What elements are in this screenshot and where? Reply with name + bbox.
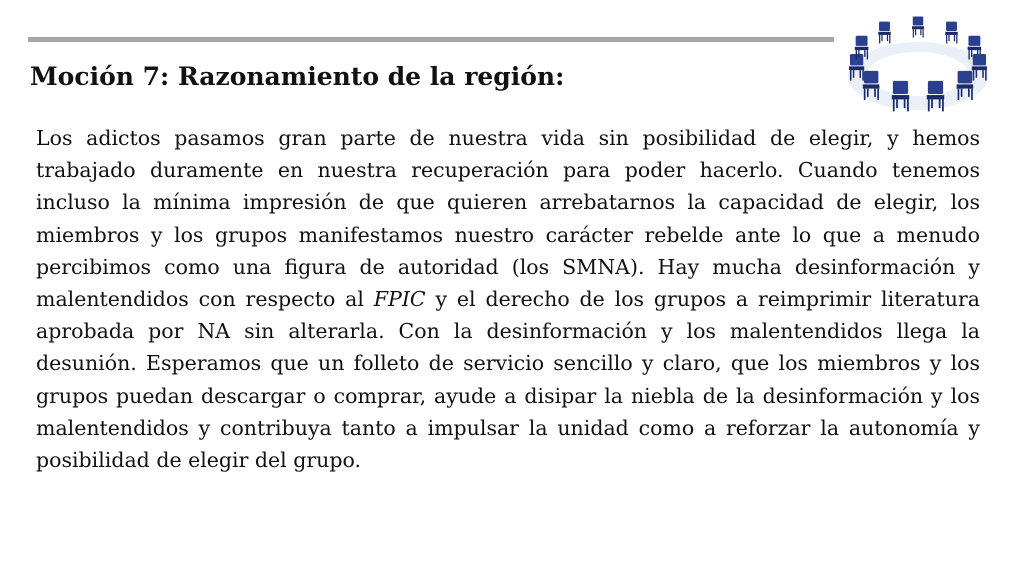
fpic-emphasis: FPIC [373,287,426,312]
body-text-part-1: Los adictos pasamos gran parte de nuestra vida sin posibilidad de elegir, y hemos trabajado duramente en nuestra recuperación para poder hacerlo. Cuando tenemos incluso la mínima impresión de que quieren arrebatarnos la capacidad de elegir, los miembros y los grupos manifestamos nuestro carácter rebelde ante lo que a menudo percibimos como una figura de autoridad (los SMNA). Hay mucha desinformación y malentendidos con respecto al [36,126,980,312]
title-divider [28,37,834,42]
chair-icon [912,17,924,38]
chair-icon [945,22,957,44]
page-title: Moción 7: Razonamiento de la región: [30,62,565,91]
chairs-circle-icon [838,8,998,120]
body-paragraph [36,122,980,476]
chair-icon [878,22,890,44]
body-text-part-2: y el derecho de los grupos a reimprimir literatura aprobada por NA sin alterarla. Con la desinformación y los malentendidos llega la desunión. Esperamos que un folleto de servicio sencillo y claro, que los miembros y los grupos puedan descargar o comprar, ayude a disipar la niebla de la desinformación y los malentendidos y contribuya tanto a impulsar la unidad como a reforzar la autonomía y posibilidad de elegir del grupo. [36,287,980,473]
